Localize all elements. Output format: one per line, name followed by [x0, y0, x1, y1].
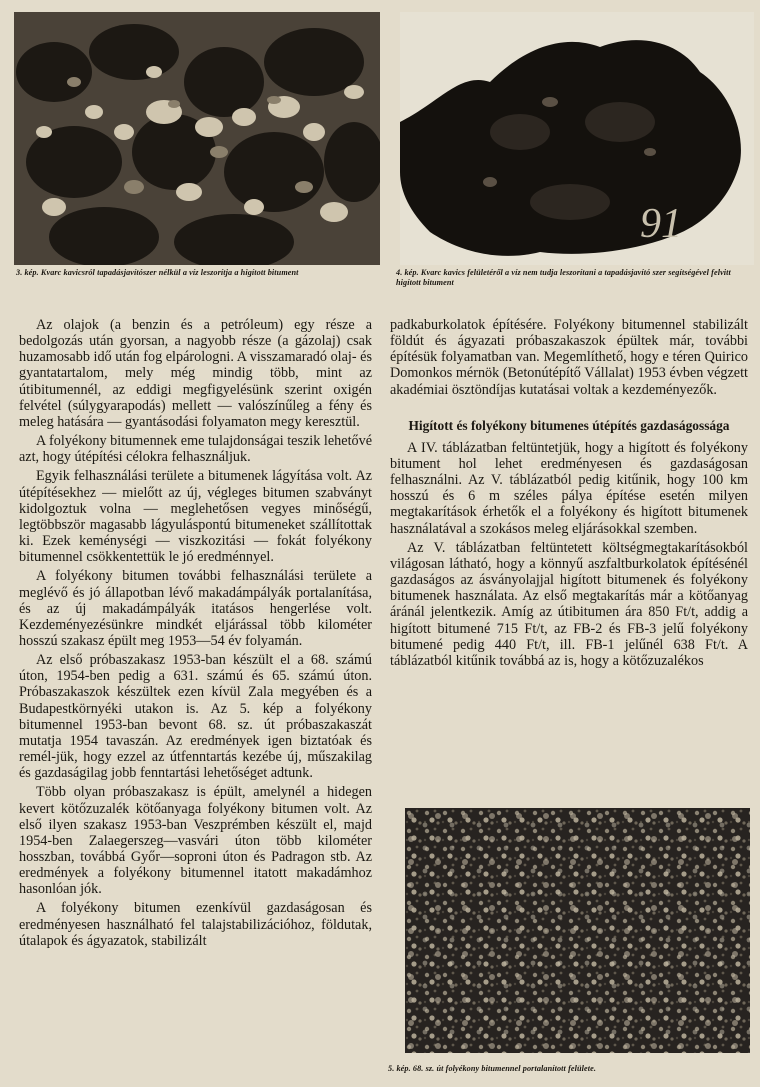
paragraph: Az olajok (a benzin és a petróleum) egy része a bedolgozás után gyorsan, a nagyobb része (a gázolaj) csak huzamosabb idő után fog elpárologni. A visszamaradó olaj- és gyantatartalom, mely még mindig több, mint az útibitumennél, az eddigi megfigyelésünk szerint oxigén felvétel (súlygyarapodás) mellett — valószínűleg a fény és meleg hatására — gyantásodási folyamaton megy keresztül. — [19, 317, 372, 430]
photo4-caption: 4. kép. Kvarc kavics felületéről a víz nem tudja leszorítani a tapadásjavító szer segítségével felvitt higított bitument — [396, 268, 731, 287]
photo5-caption: 5. kép. 68. sz. út folyékony bitumennel portalanított felülete. — [388, 1064, 597, 1073]
right-column — [390, 317, 748, 672]
handwritten-mark: 91 — [640, 201, 682, 247]
paragraph: Az első próbaszakasz 1953-ban készült el a 68. számú úton, 1954-ben pedig a 631. számú és 65. számú úton. Próbaszakaszok készültek ezen kívül Zala megyében és a Budapestkörnyéki utakon is. Az 5. kép a folyékony bitumennel 1953-ban bevont 68. sz. út próbaszakaszát mutatja 1954 tavaszán. Az eredmények igen biztatóak és remél-jük, hogy ezzel az útfenntartás kezébe új, műszakilag és gazdaságilag jobb fenntartási lehetőséget adtunk. — [19, 652, 372, 782]
photo-gravel-without-adhesive — [14, 12, 380, 265]
paragraph: A IV. táblázatban feltüntetjük, hogy a higított és folyékony bitument hol lehet eredményesen és gazdaságosan felhasználni. Az V. táblázatból pedig kitűnik, hogy 100 km hosszú és 6 m széles pálya építése esetén milyen megtakarítások érhetők el a folyékony és higított bitumenek használatával a szokásos meleg eljárásokkal szemben. — [390, 439, 748, 537]
section-heading: Higított és folyékony bitumenes útépítés gazdaságossága — [408, 417, 730, 433]
paragraph: Több olyan próbaszakasz is épült, amelynél a hidegen kevert kötőzuzalék kötőanyaga folyékony bitumen volt. Az első ilyen szakasz 1953-ban Veszprémben készült el, majd 1954-ben Zalaegerszeg—vasvári úton több kilométer hosszban, továbbá Győr—soproni úton és Padragon stb. Az eredmények a folyékony bitumennel itatott makadámhoz hasonlóan jók. — [19, 784, 372, 898]
paragraph-continued: padkaburkolatok építésére. Folyékony bitumennel stabilizált földút és ágyazati próbaszakaszok épültek már, további építésük folyamatban van. Megemlíthető, hogy e téren Quirico Domonkos mérnök (Betonútépítő Vállalat) 1953 évben végzett akadémiai ösztöndíjas kutatásai voltak a kezdeményezők. — [390, 317, 748, 398]
paragraph: A folyékony bitumen ezenkívül gazdaságosan és eredményesen használható fel talajstabilizációhoz, földutak, útalapok és ágyazatok, stabilizált — [19, 900, 372, 949]
paragraph: A folyékony bitumen további felhasználási területe a meglévő és jó állapotban lévő makadámpályák portalanítása, és az új makadámpályák itatásos hengerlése volt. Kezdeményezésünkre mindkét eljárással több kilométer hosszú szakasz épült meg 1953—54 év folyamán. — [19, 568, 372, 649]
photo-road-surface — [405, 808, 750, 1053]
paragraph: A folyékony bitumennek eme tulajdonságai teszik lehetővé azt, hogy útépítési célokra felhasználjuk. — [19, 433, 372, 466]
left-column — [19, 317, 372, 952]
photo-gravel-with-adhesive — [400, 12, 754, 265]
paragraph: Egyik felhasználási területe a bitumenek lágyítása volt. Az útépítésekhez — mielőtt az új, végleges bitumen szabványt kidolgoztuk volna — meglehetősen vegyes minőségű, legtöbbször magasabb lágyuláspontú bitumeneket szállítottak ki. Ezek keménységi — viszkozitási — fokát folyékony bitumennel csökkentettük le jó eredménnyel. — [19, 468, 372, 566]
photo3-caption: 3. kép. Kvarc kavicsról tapadásjavítószer nélkül a víz leszorítja a higított bitument — [16, 268, 299, 277]
paragraph: Az V. táblázatban feltüntetett költségmegtakarításokból világosan látható, hogy a könnyű aszfaltburkolatok építésénél gazdaságos az ásványolajjal higított bitumenek és folyékony bitumenek használata. Az első megtakarítás már a kötőanyag áránál jelentkezik. Amíg az útibitumen ára 850 Ft/t, addig a higított bitumené 715 Ft/t, az FB-2 és FB-3 jelű folyékony bitumené pedig 440 Ft/t, ill. FB-1 jelűnél 638 Ft/t. A táblázatból kitűnik továbbá az is, hogy a kötőzuzalékos — [390, 539, 748, 669]
